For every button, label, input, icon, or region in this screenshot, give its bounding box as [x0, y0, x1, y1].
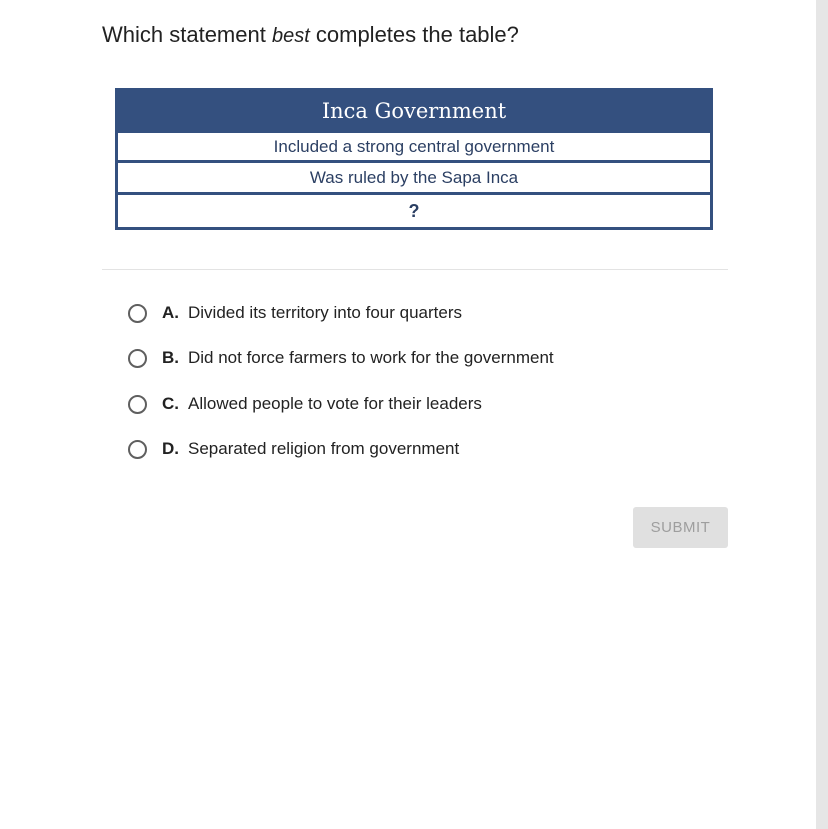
option-text: Did not force farmers to work for the government	[188, 348, 554, 367]
option-letter: A.	[162, 303, 179, 322]
option-text: Allowed people to vote for their leaders	[188, 394, 482, 413]
answer-option-d[interactable]	[128, 435, 459, 463]
scrollbar-track	[816, 0, 828, 829]
option-text: Divided its territory into four quarters	[188, 303, 462, 322]
option-letter: D.	[162, 439, 179, 458]
question-prefix: Which statement	[102, 22, 272, 47]
answer-option-b[interactable]	[128, 344, 554, 372]
radio-button-c[interactable]	[128, 395, 147, 414]
question-prompt	[102, 20, 519, 51]
table-row: Included a strong central government	[118, 133, 710, 160]
question-emphasis: best	[271, 25, 310, 47]
option-letter: C.	[162, 394, 179, 413]
radio-button-a[interactable]	[128, 304, 147, 323]
submit-button[interactable]: SUBMIT	[633, 507, 728, 548]
divider	[102, 269, 728, 270]
option-letter: B.	[162, 348, 179, 367]
option-text: Separated religion from government	[188, 439, 460, 458]
radio-button-d[interactable]	[128, 440, 147, 459]
inca-government-table	[115, 88, 713, 230]
table-row: Was ruled by the Sapa Inca	[118, 163, 710, 192]
radio-button-b[interactable]	[128, 349, 147, 368]
table-row-missing: ?	[118, 195, 710, 227]
answer-option-c[interactable]	[128, 390, 482, 418]
question-suffix: completes the table?	[309, 22, 519, 47]
table-title: Inca Government	[321, 99, 507, 123]
answer-option-a[interactable]	[128, 299, 462, 327]
